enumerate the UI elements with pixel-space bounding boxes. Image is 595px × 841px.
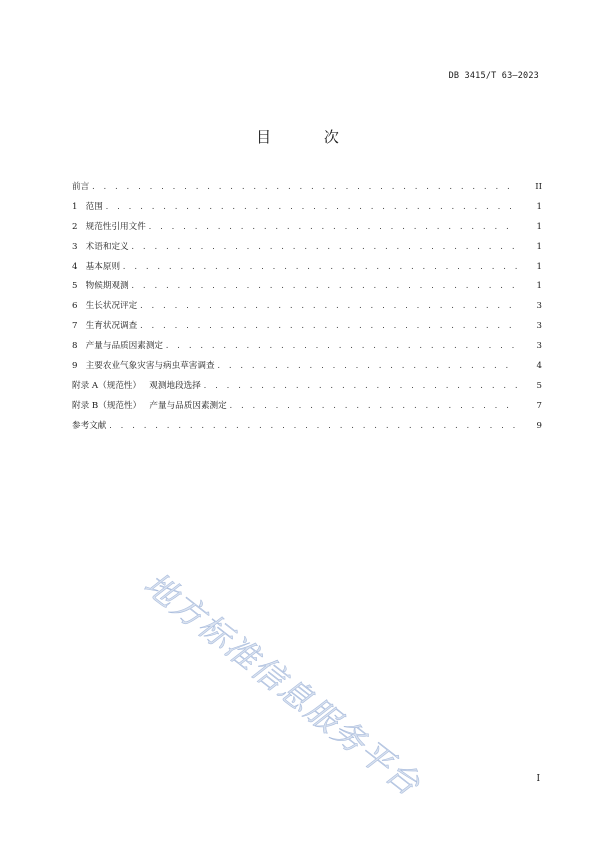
toc-entry-page: 1 <box>536 261 542 272</box>
toc-leader-dots <box>229 397 518 417</box>
toc-entry-page: 1 <box>536 281 542 292</box>
toc-entry[interactable] <box>72 198 542 218</box>
toc-entry-label: 6 生长状况评定 <box>72 301 138 312</box>
toc-leader-dots <box>108 417 518 437</box>
toc-entry[interactable] <box>72 277 542 297</box>
toc-entry-page: II <box>535 182 542 192</box>
toc-entry-label: 8 产量与品质因素测定 <box>72 341 164 352</box>
toc-entry-label: 4 基本原则 <box>72 261 121 272</box>
toc-entry-label: 参考文献 <box>72 420 107 431</box>
toc-entry-label: 2 规范性引用文件 <box>72 221 146 232</box>
toc-entry-page: 1 <box>536 201 542 212</box>
toc-entry-page: 3 <box>536 341 542 352</box>
toc-entry-page: 5 <box>536 380 542 391</box>
toc-entry-label: 前言 <box>72 182 90 192</box>
toc-leader-dots <box>131 238 518 258</box>
toc-entry[interactable] <box>72 397 542 417</box>
toc-entry-label: 3 术语和定义 <box>72 241 129 252</box>
toc-leader-dots <box>165 337 518 357</box>
toc-entry-page: 1 <box>536 221 542 232</box>
toc-entry[interactable] <box>72 178 542 198</box>
toc-entry[interactable] <box>72 317 542 337</box>
toc-entry[interactable] <box>72 218 542 238</box>
toc-entry[interactable] <box>72 258 542 278</box>
document-code: DB 3415/T 63—2023 <box>448 71 539 81</box>
toc-leader-dots <box>148 218 518 238</box>
toc-entry[interactable] <box>72 417 542 437</box>
toc-entry-page: 4 <box>536 361 542 372</box>
toc-leader-dots <box>131 277 518 297</box>
toc-entry[interactable] <box>72 238 542 258</box>
toc-leader-dots <box>139 297 518 317</box>
toc-entry[interactable] <box>72 357 542 377</box>
toc-leader-dots <box>105 198 518 218</box>
toc-entry-page: 7 <box>536 400 542 411</box>
toc-entry-page: 1 <box>536 241 542 252</box>
toc-entry[interactable] <box>72 337 542 357</box>
toc-leader-dots <box>122 258 518 278</box>
toc-entry-label: 9 主要农业气象灾害与病虫草害调查 <box>72 361 215 372</box>
toc-leader-dots <box>91 178 518 198</box>
toc-entry-label: 附录 A（规范性） 观测地段选择 <box>72 380 201 391</box>
table-of-contents <box>72 178 542 437</box>
watermark: 地方标准信息服务平台 <box>137 564 429 804</box>
toc-entry-label: 5 物候期观测 <box>72 281 129 292</box>
toc-entry-page: 3 <box>536 321 542 332</box>
toc-entry-label: 1 范围 <box>72 201 103 212</box>
toc-entry-label: 7 生育状况调查 <box>72 321 138 332</box>
toc-leader-dots <box>217 357 518 377</box>
toc-entry-label: 附录 B（规范性） 产量与品质因素测定 <box>72 400 227 411</box>
toc-entry[interactable] <box>72 377 542 397</box>
toc-leader-dots <box>139 317 518 337</box>
toc-entry[interactable] <box>72 297 542 317</box>
toc-entry-page: 3 <box>536 301 542 312</box>
toc-entry-page: 9 <box>536 420 542 431</box>
toc-leader-dots <box>203 377 518 397</box>
page-number: I <box>536 774 540 784</box>
toc-title: 目 次 <box>256 128 363 146</box>
